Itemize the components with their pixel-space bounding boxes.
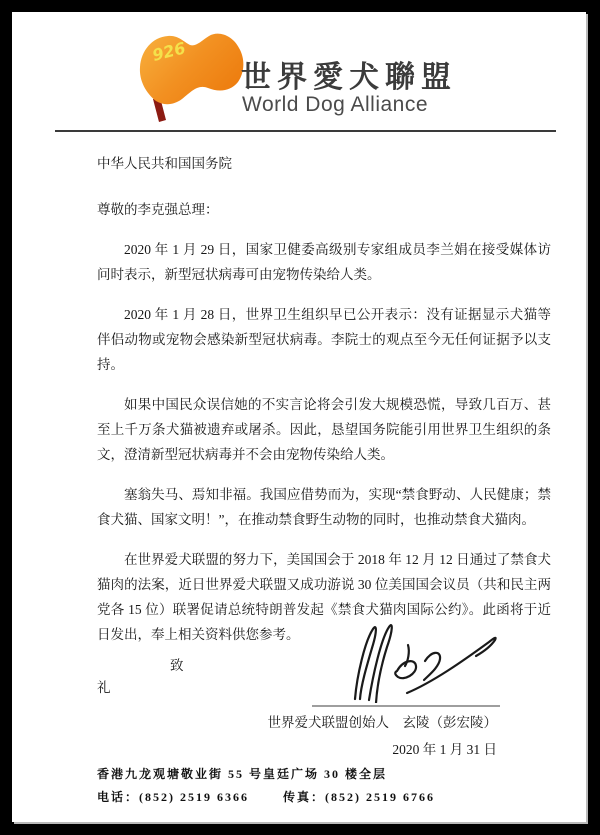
letter-paragraph: 2020 年 1 月 28 日，世界卫生组织早已公开表示：没有证据显示犬猫等伴侣动物或宠物会感染新型冠状病毒。李院士的观点至今无任何证据予以支持。 — [97, 307, 551, 372]
letter-paragraph: 在世界爱犬联盟的努力下，美国国会于 2018 年 12 月 12 日通过了禁食犬猫肉的法案，近日世界爱犬联盟又成功游说 30 位美国国会议员（共和民主两党各 15 位）联署促请总统特朗普发起《禁食犬猫肉国际公约》。此函将于近日发出，奉上相关资料供您参考。 — [97, 552, 551, 642]
signature-stroke — [405, 645, 409, 666]
closing-zhi: 致 — [170, 658, 184, 673]
signer-title-line: 世界爱犬联盟创始人 玄陵（彭宏陵） — [267, 715, 497, 730]
flag-926-label: 926 — [150, 38, 188, 65]
recipient-line: 中华人民共和国国务院 — [97, 156, 232, 171]
fax-label: 传真： — [283, 790, 326, 804]
letter-paragraph: 塞翁失马、焉知非福。我国应借势而为，实现“禁食野动、人民健康；禁食犬猫、国家文明！”，在推动禁食野生动物的同时，也推动禁食犬猫肉。 — [97, 487, 551, 527]
letter-date: 2020 年 1 月 31 日 — [392, 742, 497, 757]
signature-image — [305, 615, 507, 703]
phone-number: (852) 2519 6366 — [139, 790, 250, 804]
closing-li: 礼 — [97, 680, 111, 695]
fax-number: (852) 2519 6766 — [325, 790, 436, 804]
salutation-line: 尊敬的李克强总理： — [97, 202, 219, 217]
footer-contact-line — [97, 788, 435, 806]
signature-stroke — [355, 627, 376, 699]
letter-paragraph: 2020 年 1 月 29 日，国家卫健委高级别专家组成员李兰娟在接受媒体访问时表示，新型冠状病毒可由宠物传染给人类。 — [97, 242, 551, 282]
signature-stroke — [407, 638, 496, 693]
footer-address: 香港九龙观塘敬业街 55 号皇廷广场 30 楼全层 — [97, 767, 388, 781]
phone-label: 电话： — [97, 790, 140, 804]
wda-flag-logo-icon — [126, 25, 254, 129]
org-name-english: World Dog Alliance — [242, 93, 429, 116]
org-name-chinese: 世界愛犬聯盟 — [241, 61, 457, 94]
letter-paragraph: 如果中国民众误信她的不实言论将会引发大规模恐慌，导致几百万、甚至上千万条犬猫被遗弃或屠杀。因此，恳望国务院能引用世界卫生组织的条文，澄清新型冠状病毒并不会由宠物传染给人类。 — [97, 397, 551, 462]
signature-underline — [312, 705, 500, 707]
signature-stroke — [369, 625, 392, 703]
letterhead-divider — [55, 130, 556, 132]
letter-page — [12, 12, 586, 822]
